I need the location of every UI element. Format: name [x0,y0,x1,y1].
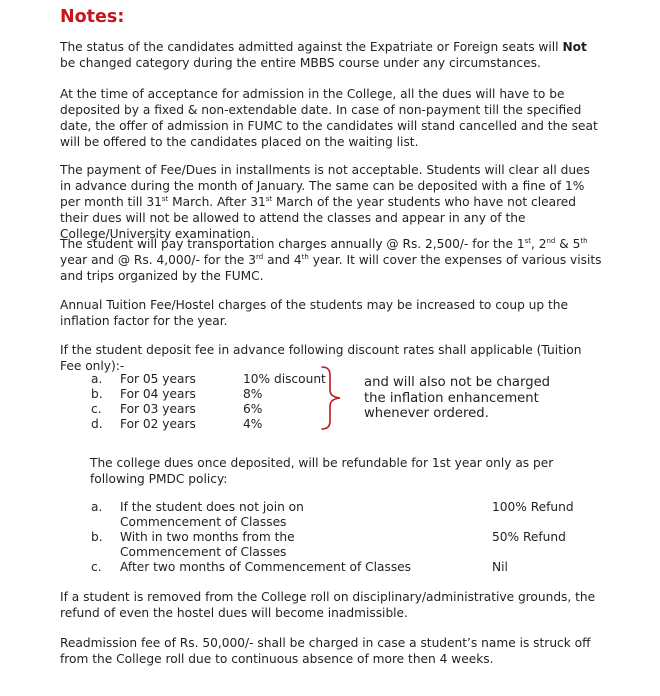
refund-policy-note: The college dues once deposited, will be refundable for 1st year only as per following PMDC policy: [90,456,554,486]
note-text: The status of the candidates admitted against the Expatriate or Foreign seats will [60,40,563,54]
readmission-fee-note: Readmission fee of Rs. 50,000/- shall be charged in case a student’s name is struck off from the College roll due to continuous absence of more then 4 weeks. [60,636,591,666]
discount-period: For 05 years [120,372,196,386]
discount-letter: c. [91,402,102,416]
refund-amount: 100% Refund [492,500,574,514]
ordinal-suffix: st [265,194,273,203]
note-text: March of the year students who have not cleared their dues will not be allowed to attend the classes and appear in any of the College/University examination. [60,195,577,241]
discount-letter: a. [91,372,103,386]
note-text: year and @ Rs. 4,000/- for the 3 [60,253,257,267]
discount-rate: 4% [243,417,263,431]
refund-letter: b. [91,530,103,544]
disciplinary-removal-note: If a student is removed from the College roll on disciplinary/administrative grounds, the refund of even the hostel dues will become inadmissible. [60,590,596,620]
discount-letter: d. [91,417,103,431]
refund-condition: After two months of Commencement of Classes [120,560,412,574]
ordinal-suffix: th [580,236,588,245]
installments-note [60,162,602,242]
refund-amount: Nil [492,560,508,574]
discount-rate: 10% discount [243,372,326,386]
refund-condition: Commencement of Classes [120,545,287,559]
note-text: be changed category during the entire MBBS course under any circumstances. [60,56,541,70]
ordinal-suffix: rd [256,252,264,261]
note-text: The student will pay transportation charges annually @ Rs. 2,500/- for the 1 [60,237,525,251]
discount-rate: 8% [243,387,263,401]
note-text: The payment of Fee/Dues in installments is not acceptable. Students will clear all dues in advance during the month of January. The same can be deposited with a fine of 1% per month till 31 [60,163,590,209]
refund-condition: Commencement of Classes [120,515,287,529]
note-text: , 2 [530,237,547,251]
refund-letter: c. [91,560,102,574]
refund-letter: a. [91,500,103,514]
ordinal-suffix: th [301,252,309,261]
ordinal-suffix: nd [546,236,556,245]
note-text: & 5 [555,237,581,251]
refund-condition: With in two months from the [120,530,295,544]
discount-period: For 02 years [120,417,196,431]
expatriate-seats-note [60,39,602,71]
note-text: March. After 31 [168,195,266,209]
tuition-increase-note: Annual Tuition Fee/Hostel charges of the students may be increased to coup up the inflation factor for the year. [60,298,569,328]
advance-discount-note: If the student deposit fee in advance following discount rates shall applicable (Tuition Fee only):- [60,343,582,373]
note-text: and 4 [263,253,302,267]
discount-letter: b. [91,387,103,401]
refund-condition: If the student does not join on [120,500,304,514]
inflation-exemption-note: and will also not be charged the inflation enhancement whenever ordered. [364,375,551,421]
discount-period: For 03 years [120,402,196,416]
emphasis-not: Not [562,40,587,54]
note-text: year. It will cover the expenses of various visits and trips organized by the FUMC. [60,253,602,283]
admission-dues-note: At the time of acceptance for admission in the College, all the dues will have to be deposited by a fixed & non-extendable date. In case of non-payment till the specified date, the offer of admission in FUMC to the candidates will stand cancelled and the seat will be offered to the candidates placed on the waiting list. [60,87,598,149]
discount-rate: 6% [243,402,263,416]
ordinal-suffix: st [161,194,169,203]
refund-amount: 50% Refund [492,530,566,544]
notes-heading: Notes: [60,7,125,27]
curly-brace-icon [318,365,348,431]
transportation-charges-note [60,236,602,284]
ordinal-suffix: st [524,236,531,245]
discount-period: For 04 years [120,387,196,401]
